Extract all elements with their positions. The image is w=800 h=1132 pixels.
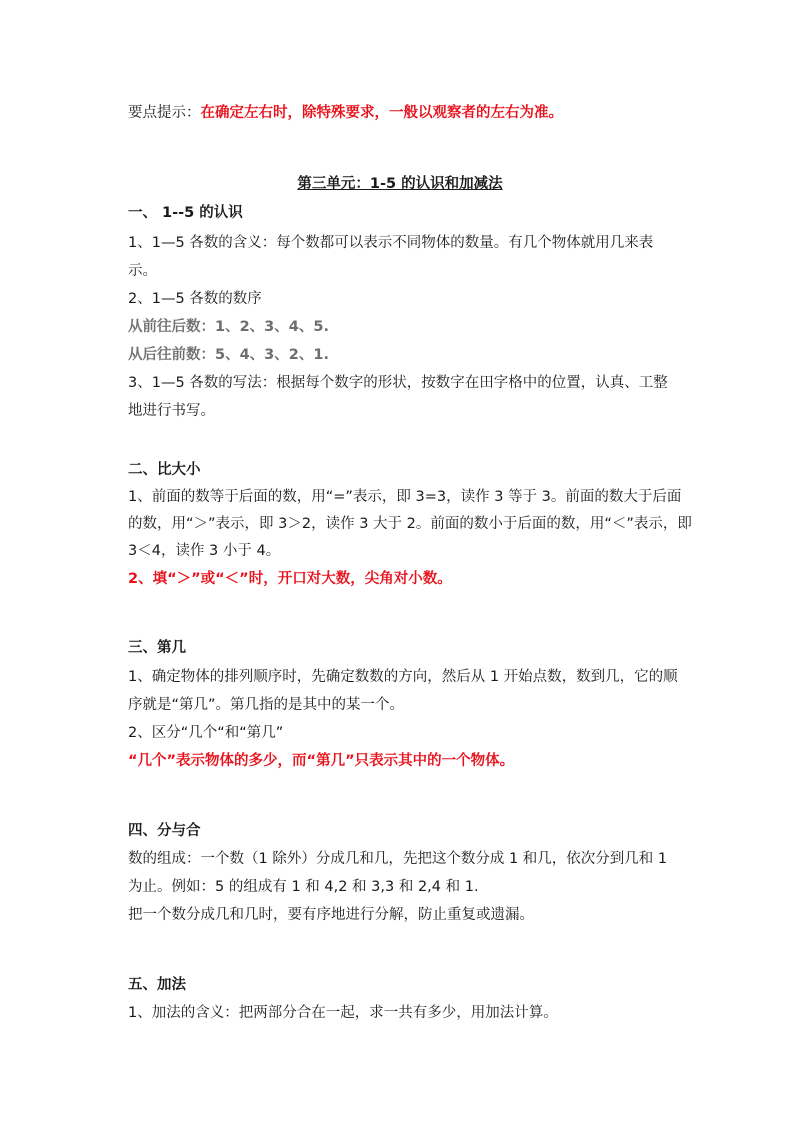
s1-line5a: 3、1—5 各数的写法：根据每个数字的形状，按数字在田字格中的位置，认真、工整 [128, 375, 668, 391]
s5-line1: 1、加法的含义：把两部分合在一起，求一共有多少，用加法计算。 [128, 1005, 558, 1021]
s2-line1b: 的数，用“＞”表示，即 3＞2，读作 3 大于 2。前面的数小于后面的数，用“＜”表示，即 [128, 516, 692, 532]
s2-line1c: 3＜4，读作 3 小于 4。 [128, 543, 281, 559]
s3-line1b: 序就是“第几”。第几指的是其中的某一个。 [128, 697, 405, 713]
section4-heading: 四、分与合 [128, 823, 201, 839]
s3-line2: 2、区分“几个“和“第几” [128, 725, 284, 741]
s1-line3: 从前往后数：1、2、3、4、5. [128, 319, 329, 335]
tip-line [128, 103, 688, 123]
tip-text: 在确定左右时，除特殊要求，一般以观察者的左右为准。 [200, 105, 563, 121]
section2-heading: 二、比大小 [128, 462, 201, 478]
s1-line1a: 1、1—5 各数的含义：每个数都可以表示不同物体的数量。有几个物体就用几来表 [128, 235, 654, 251]
s4-line1b: 为止。例如：5 的组成有 1 和 4,2 和 3,3 和 2,4 和 1. [128, 879, 479, 895]
section5-heading: 五、加法 [128, 977, 186, 993]
s3-line3: “几个”表示物体的多少，而“第几”只表示其中的一个物体。 [128, 753, 515, 769]
s2-line2: 2、填“＞”或“＜”时，开口对大数，尖角对小数。 [128, 571, 452, 587]
tip-label: 要点提示： [128, 105, 201, 121]
s3-line1a: 1、确定物体的排列顺序时，先确定数数的方向，然后从 1 开始点数，数到几，它的顺 [128, 669, 678, 685]
s2-line1a: 1、前面的数等于后面的数，用“=”表示，即 3=3，读作 3 等于 3。前面的数大于后面 [128, 489, 682, 505]
s1-line5b: 地进行书写。 [128, 403, 215, 419]
s4-line1a: 数的组成：一个数（1 除外）分成几和几，先把这个数分成 1 和几，依次分到几和 1 [128, 851, 668, 867]
s1-line2: 2、1—5 各数的数序 [128, 291, 262, 307]
s4-line2: 把一个数分成几和几时，要有序地进行分解，防止重复或遗漏。 [128, 907, 534, 923]
section3-heading: 三、第几 [128, 640, 186, 656]
s1-line1b: 示。 [128, 263, 157, 279]
section1-heading: 一、 1--5 的认识 [128, 205, 243, 221]
unit-title: 第三单元：1-5 的认识和加减法 [297, 176, 503, 192]
s1-line4: 从后往前数：5、4、3、2、1. [128, 347, 329, 363]
